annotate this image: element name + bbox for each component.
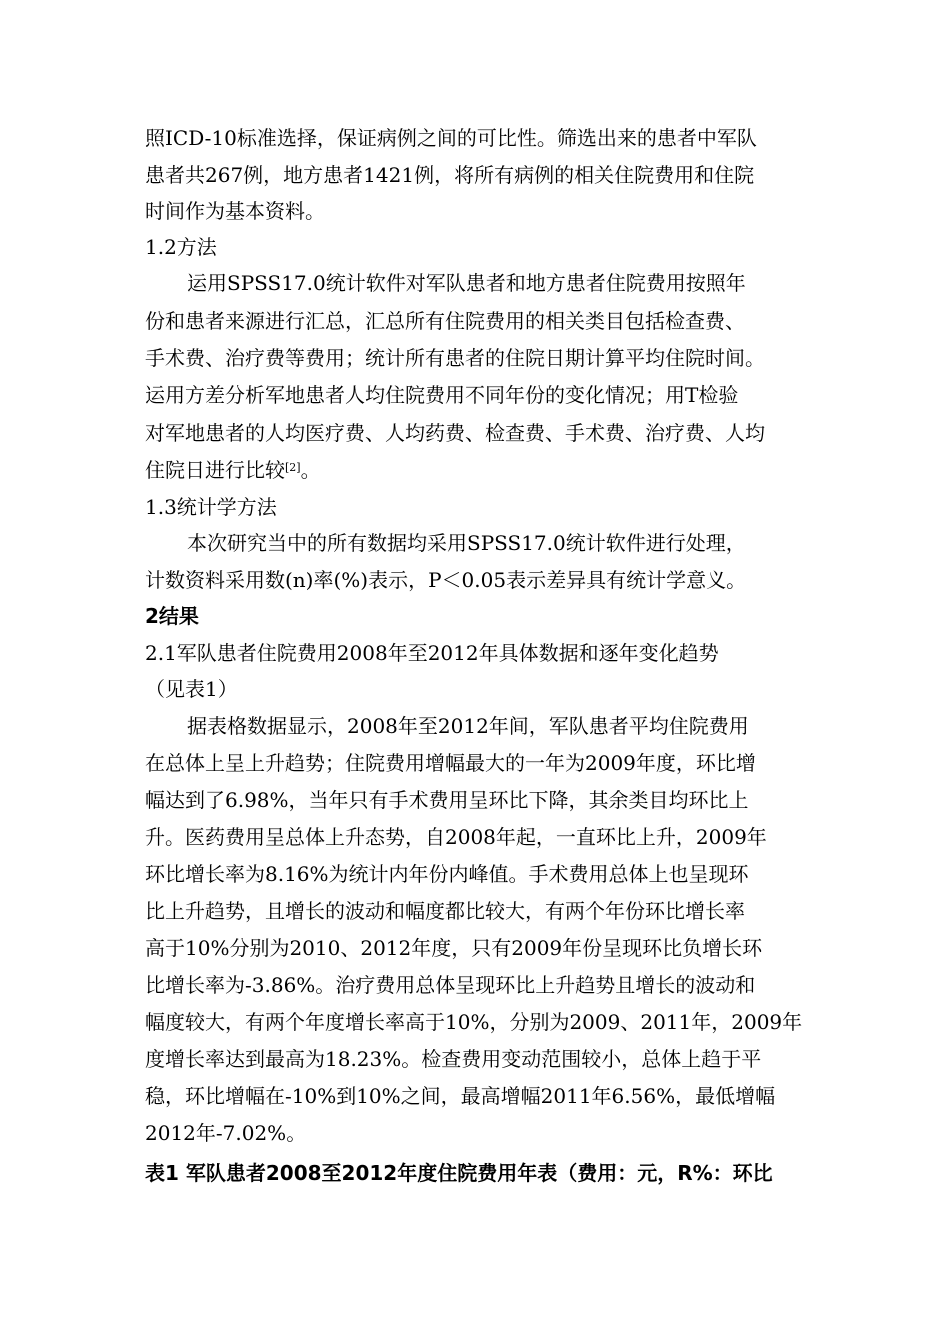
paragraph-line: 照ICD-10标准选择，保证病例之间的可比性。筛选出来的患者中军队 xyxy=(145,126,757,150)
paragraph-line: 度增长率达到最高为18.23%。检查费用变动范围较小，总体上趋于平 xyxy=(145,1047,762,1071)
subsection-heading-2-1: 2.1军队患者住院费用2008年至2012年具体数据和逐年变化趋势 xyxy=(145,641,719,665)
section-heading-1-2: 1.2方法 xyxy=(145,235,217,259)
paragraph-line: 稳，环比增幅在-10%到10%之间，最高增幅2011年6.56%，最低增幅 xyxy=(145,1084,776,1108)
paragraph-line: 幅度较大，有两个年度增长率高于10%，分别为2009、2011年，2009年 xyxy=(145,1010,803,1034)
paragraph-line: 对军地患者的人均医疗费、人均药费、检查费、手术费、治疗费、人均 xyxy=(145,421,765,445)
paragraph-line: 比增长率为-3.86%。治疗费用总体呈现环比上升趋势且增长的波动和 xyxy=(145,973,756,997)
paragraph-line: 本次研究当中的所有数据均采用SPSS17.0统计软件进行处理， xyxy=(187,531,746,555)
paragraph-line: 高于10%分别为2010、2012年度，只有2009年份呈现环比负增长环 xyxy=(145,936,763,960)
paragraph-line: 时间作为基本资料。 xyxy=(145,199,325,223)
section-heading-2: 2结果 xyxy=(145,604,199,628)
paragraph-line: 在总体上呈上升趋势；住院费用增幅最大的一年为2009年度，环比增 xyxy=(145,751,756,775)
paragraph-line: 手术费、治疗费等费用；统计所有患者的住院日期计算平均住院时间。 xyxy=(145,346,765,370)
paragraph-line: 运用SPSS17.0统计软件对军队患者和地方患者住院费用按照年 xyxy=(187,271,746,295)
table-caption: 表1 军队患者2008至2012年度住院费用年表（费用：元，R%：环比 xyxy=(145,1161,773,1185)
paragraph-line: 运用方差分析军地患者人均住院费用不同年份的变化情况；用T检验 xyxy=(145,383,739,407)
section-heading-1-3: 1.3统计学方法 xyxy=(145,495,277,519)
paragraph-line: 2012年-7.02%。 xyxy=(145,1121,307,1145)
paragraph-line: 比上升趋势，且增长的波动和幅度都比较大，有两个年份环比增长率 xyxy=(145,899,745,923)
paragraph-line: 患者共267例，地方患者1421例，将所有病例的相关住院费用和住院 xyxy=(145,163,755,187)
paragraph-line: 据表格数据显示，2008年至2012年间，军队患者平均住院费用 xyxy=(187,714,749,738)
paragraph-text: 住院日进行比较 xyxy=(145,458,285,482)
citation-ref: [2] xyxy=(285,461,301,474)
paragraph-text: 。 xyxy=(300,458,321,482)
paragraph-line: 幅达到了6.98%，当年只有手术费用呈环比下降，其余类目均环比上 xyxy=(145,788,749,812)
paragraph-line: 升。医药费用呈总体上升态势，自2008年起，一直环比上升，2009年 xyxy=(145,825,767,849)
paragraph-line: 环比增长率为8.16%为统计内年份内峰值。手术费用总体上也呈现环 xyxy=(145,862,749,886)
paragraph-line: 计数资料采用数(n)率(%)表示，P＜0.05表示差异具有统计学意义。 xyxy=(145,568,747,592)
paragraph-line xyxy=(145,455,825,485)
paragraph-line: 份和患者来源进行汇总，汇总所有住院费用的相关类目包括检查费、 xyxy=(145,309,745,333)
subsection-heading-2-1: （见表1） xyxy=(145,677,238,701)
